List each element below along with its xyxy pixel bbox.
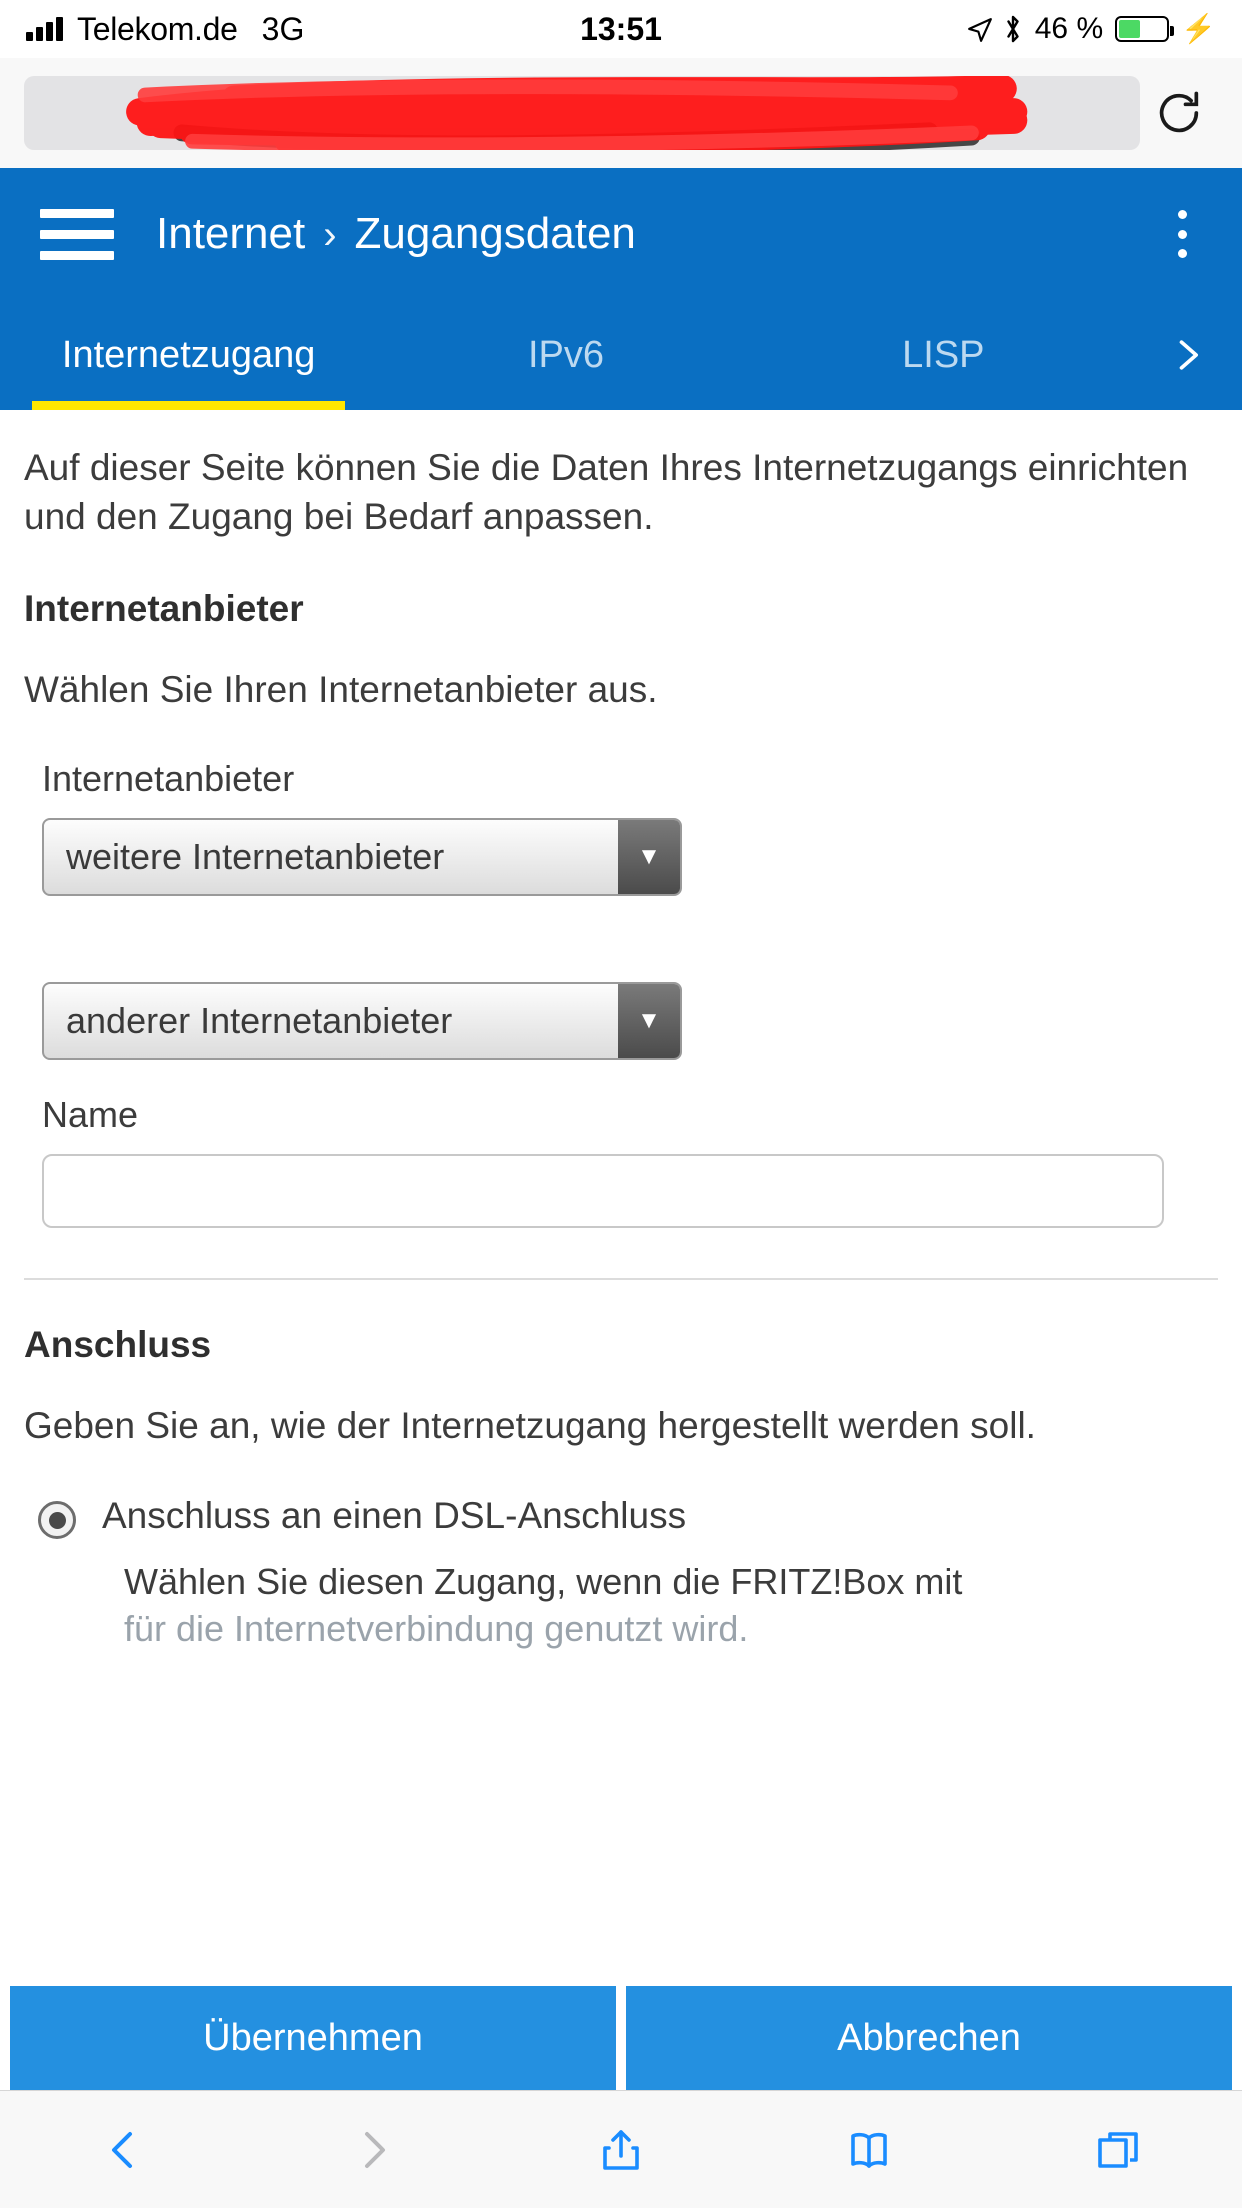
select-spacer bbox=[24, 930, 1218, 982]
battery-icon bbox=[1115, 16, 1169, 42]
radio-option-dsl[interactable] bbox=[38, 1495, 1218, 1539]
provider-description: Wählen Sie Ihren Internetanbieter aus. bbox=[24, 668, 658, 710]
browser-url-bar bbox=[0, 58, 1242, 168]
provider-select-secondary[interactable] bbox=[42, 982, 682, 1060]
section-heading-anschluss: Anschluss bbox=[24, 1324, 212, 1366]
redaction-scribble bbox=[24, 76, 1140, 150]
network-type-label: 3G bbox=[261, 10, 305, 47]
breadcrumb-separator-icon: › bbox=[323, 213, 337, 257]
location-arrow-icon bbox=[967, 17, 991, 41]
tab-internetzugang[interactable]: Internetzugang bbox=[0, 300, 377, 410]
name-input[interactable] bbox=[42, 1154, 1164, 1228]
provider-select-primary[interactable] bbox=[42, 818, 682, 896]
section-divider bbox=[24, 1278, 1218, 1280]
provider-select-label: Internetanbieter bbox=[42, 758, 295, 800]
forward-icon bbox=[318, 2126, 428, 2174]
apply-button[interactable]: Übernehmen bbox=[10, 1986, 616, 2090]
charging-bolt-icon: ⚡ bbox=[1181, 13, 1216, 44]
reload-icon[interactable] bbox=[1140, 76, 1218, 150]
breadcrumb-current: Zugangsdaten bbox=[354, 209, 636, 258]
bookmarks-icon[interactable] bbox=[814, 2126, 924, 2174]
browser-toolbar bbox=[0, 2090, 1242, 2208]
tab-lisp[interactable]: LISP bbox=[902, 333, 985, 376]
clock-label: 13:51 bbox=[580, 10, 662, 47]
chevron-down-icon: ▼ bbox=[618, 820, 680, 894]
app-header bbox=[0, 168, 1242, 410]
status-bar-right bbox=[967, 12, 1216, 46]
share-icon[interactable] bbox=[566, 2126, 676, 2174]
url-input[interactable] bbox=[24, 76, 1140, 150]
provider-select-primary-value: weitere Internetanbieter bbox=[66, 836, 445, 878]
bluetooth-icon bbox=[1003, 14, 1023, 44]
tab-ipv6[interactable]: IPv6 bbox=[527, 333, 605, 376]
battery-percent-label: 46 % bbox=[1034, 12, 1104, 45]
tab-bar bbox=[0, 300, 1242, 410]
breadcrumb bbox=[156, 209, 636, 259]
radio-button-icon bbox=[38, 1501, 76, 1539]
radio-option-dsl-hint-clipped: für die Internetverbindung genutzt wird. bbox=[124, 1608, 749, 1650]
cancel-button[interactable]: Abbrechen bbox=[626, 1986, 1232, 2090]
chevron-down-icon: ▼ bbox=[618, 984, 680, 1058]
radio-option-dsl-hint: Wählen Sie diesen Zugang, wenn die FRITZ!Box mit bbox=[124, 1561, 963, 1603]
name-field-label: Name bbox=[42, 1094, 139, 1136]
page-intro-text: Auf dieser Seite können Sie die Daten Ihres Internetzugangs einrichten und den Zugang bei Bedarf anpassen. bbox=[24, 447, 1189, 537]
connection-description: Geben Sie an, wie der Internetzugang hergestellt werden soll. bbox=[24, 1405, 1036, 1447]
provider-select-secondary-value: anderer Internetanbieter bbox=[66, 1000, 453, 1042]
app-topbar bbox=[0, 168, 1242, 300]
section-heading-internetanbieter: Internetanbieter bbox=[24, 587, 304, 629]
back-icon[interactable] bbox=[69, 2126, 179, 2174]
chevron-right-icon[interactable] bbox=[1132, 300, 1242, 410]
ios-status-bar bbox=[0, 0, 1242, 58]
tabs-icon[interactable] bbox=[1063, 2126, 1173, 2174]
hamburger-menu-icon[interactable] bbox=[40, 209, 114, 260]
form-action-bar bbox=[0, 1986, 1242, 2090]
breadcrumb-parent[interactable]: Internet bbox=[156, 209, 306, 258]
carrier-label: Telekom.de bbox=[77, 10, 238, 47]
kebab-menu-icon[interactable] bbox=[1162, 206, 1202, 262]
page-content bbox=[0, 410, 1242, 1653]
radio-option-dsl-label: Anschluss an einen DSL-Anschluss bbox=[102, 1495, 687, 1537]
